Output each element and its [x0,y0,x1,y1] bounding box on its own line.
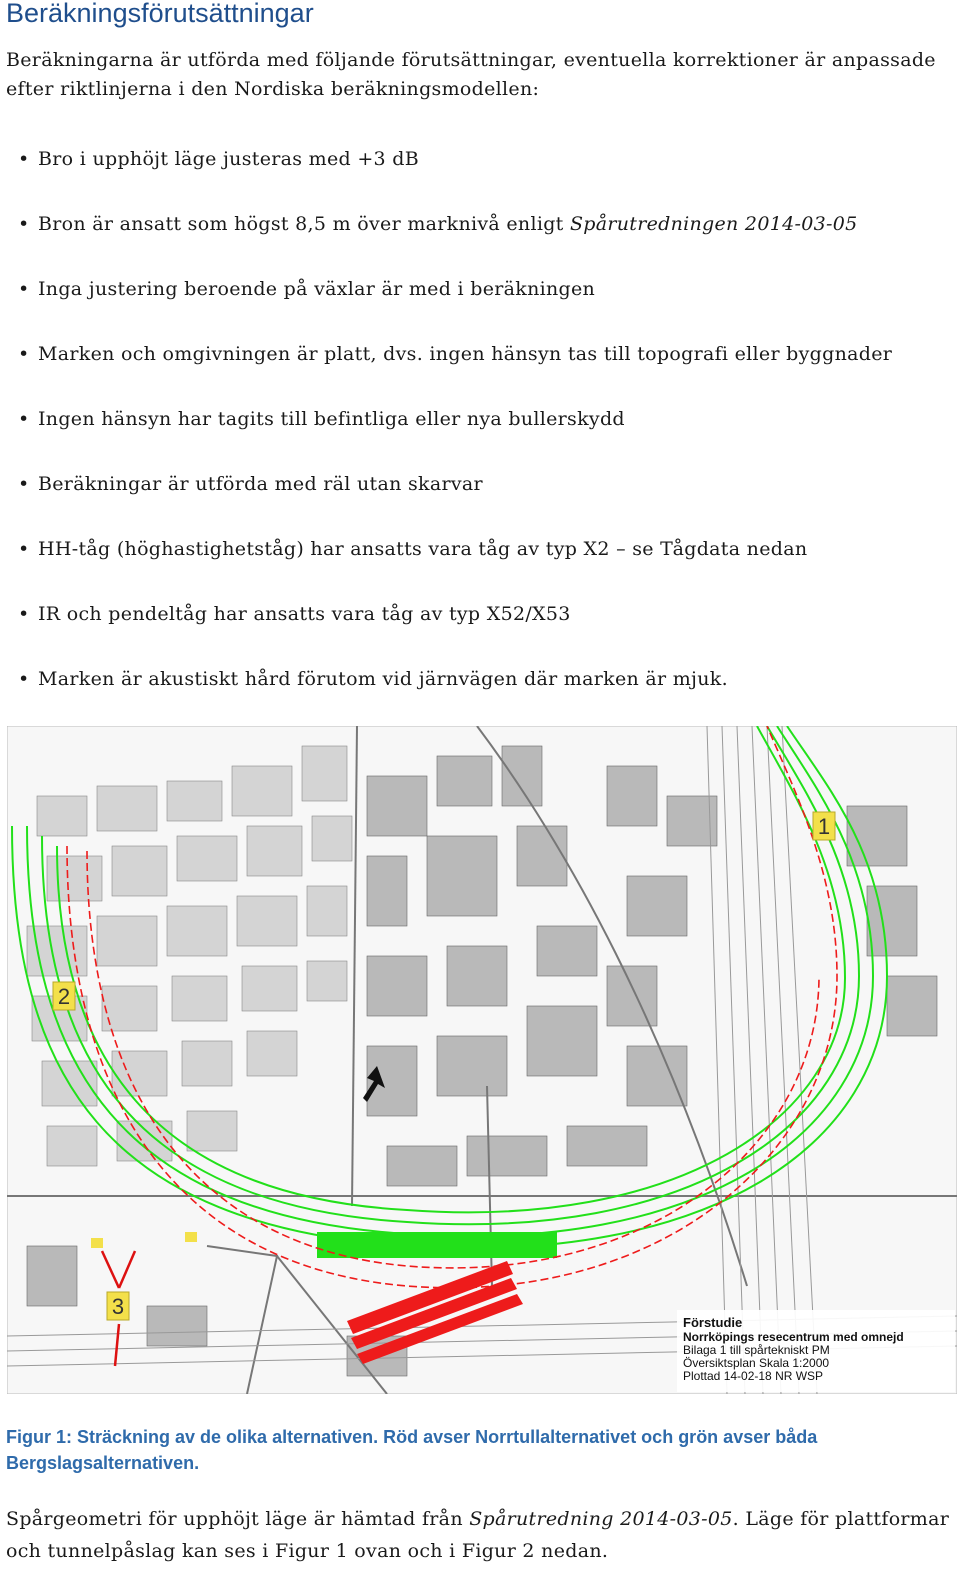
marker-2-label: 2 [57,984,71,1009]
bullet-icon: • [18,148,30,170]
list-item-text: Marken är akustiskt hård förutom vid järnvägen där marken är mjuk. [38,668,728,690]
list-item [18,595,948,660]
list-item-text: Ingen hänsyn har tagits till befintliga eller nya bullerskydd [38,408,625,430]
bullet-icon: • [18,473,30,495]
section-heading: Beräkningsförutsättningar [6,0,314,28]
closing-paragraph [6,1503,956,1567]
list-item [18,335,948,400]
intro-paragraph: Beräkningarna är utförda med följande förutsättningar, eventuella korrektioner är anpassade efter riktlinjerna i den Nordiska beräkningsmodellen: [6,49,936,100]
marker-3 [107,1292,129,1320]
title-block-title: Förstudie [683,1315,743,1330]
title-block-line3: Plottad 14-02-18 NR WSP [683,1369,824,1383]
list-item-text: IR och pendeltåg har ansatts vara tåg av typ X52/X53 [38,603,571,625]
map-title-block [677,1310,955,1392]
list-item [18,400,948,465]
marker-3-label: 3 [111,1294,125,1319]
list-item-reference: Spårutredningen 2014-03-05 [569,213,858,235]
title-block-project: Norrköpings resecentrum med omnejd [683,1330,904,1344]
green-platform [317,1232,557,1258]
bullet-icon: • [18,538,30,560]
bullet-icon: • [18,408,30,430]
route-map-figure [7,726,957,1394]
title-block-line2: Översiktsplan Skala 1:2000 [683,1356,830,1370]
bullet-icon: • [18,278,30,300]
portal-marker-right [185,1232,197,1242]
list-item-text: Beräkningar är utförda med räl utan skarvar [38,473,483,495]
closing-reference: Spårutredning 2014-03-05 [469,1508,733,1530]
portal-marker-left [91,1238,103,1248]
bullet-icon: • [18,668,30,690]
list-item [18,465,948,530]
list-item [18,270,948,335]
title-block-line1: Bilaga 1 till spårtekniskt PM [683,1343,830,1357]
list-item [18,660,948,725]
list-item-text: HH-tåg (höghastighetståg) har ansatts vara tåg av typ X2 – se Tågdata nedan [38,538,808,560]
figure-caption: Figur 1: Sträckning av de olika alternativen. Röd avser Norrtullalternativet och grön avser båda Bergslagsalternativen. [6,1427,818,1473]
bullet-icon: • [18,213,30,235]
list-item-text: Inga justering beroende på växlar är med i beräkningen [38,278,596,300]
list-item [18,205,948,270]
closing-text-end: . Läge för plattformar och tunnelpåslag kan ses i Figur 1 ovan och i Figur 2 nedan. [6,1508,950,1562]
list-item [18,530,948,595]
list-item-text: Marken och omgivningen är platt, dvs. ingen hänsyn tas till topografi eller byggnader [38,343,893,365]
marker-1 [813,812,835,840]
bullet-icon: • [18,343,30,365]
list-item-text: Bron är ansatt som högst 8,5 m över marknivå enligt [38,213,570,235]
closing-text: Spårgeometri för upphöjt läge är hämtad från [6,1508,470,1530]
list-item [18,140,948,205]
marker-1-label: 1 [817,814,831,839]
bullet-icon: • [18,603,30,625]
marker-2 [53,982,75,1010]
assumptions-list [18,140,948,725]
list-item-text: Bro i upphöjt läge justeras med +3 dB [38,148,419,170]
